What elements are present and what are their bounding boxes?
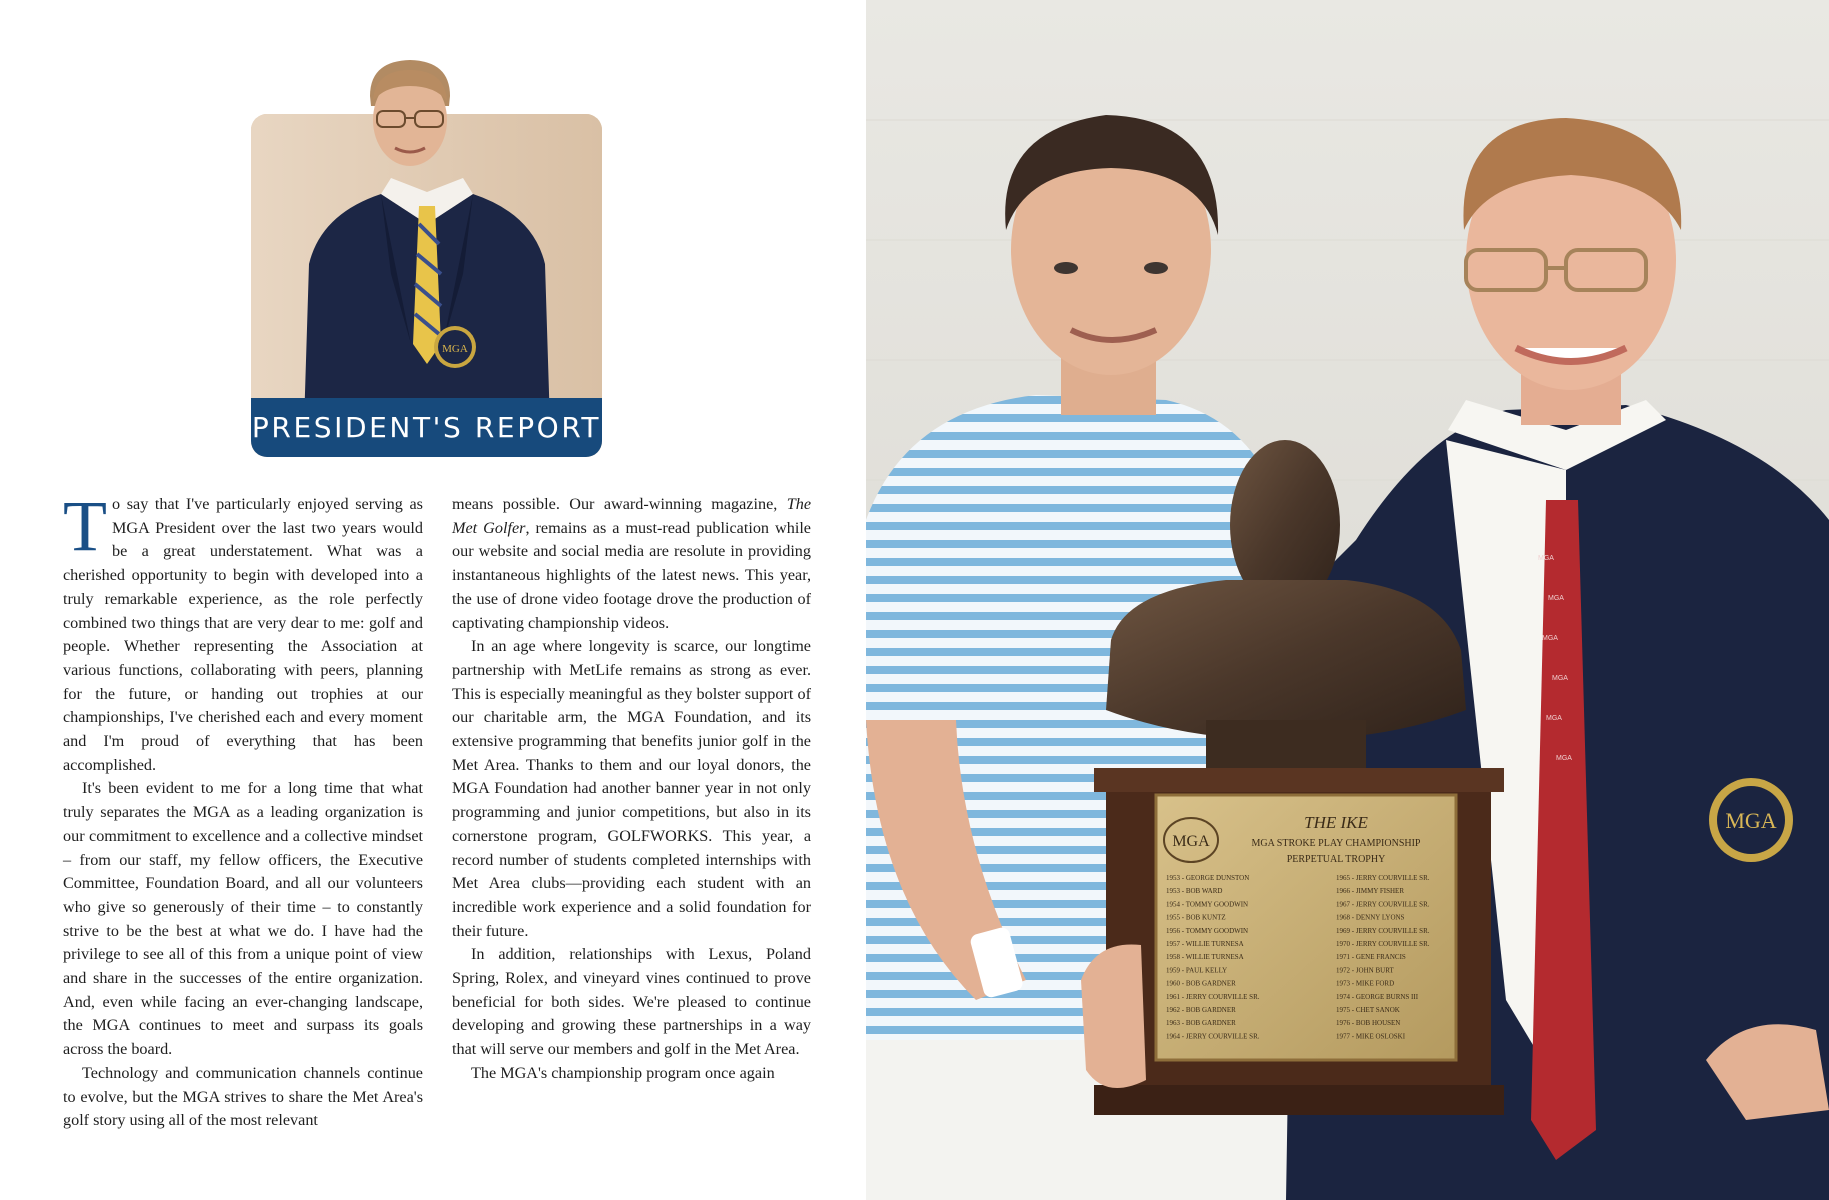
plaque-winner-entry: 1958 - WILLIE TURNESA bbox=[1166, 953, 1244, 962]
paragraph: In addition, relationships with Lexus, Poland Spring, Rolex, and vineyard vines continued to prove beneficial for both sides. We're pleased to continue developing and growing these partnerships in a way that will serve our members and golf in the Met Area. bbox=[452, 945, 811, 1059]
plaque-winner-entry: 1953 - BOB WARD bbox=[1166, 887, 1223, 896]
trophy-photo bbox=[866, 0, 1829, 1200]
section-title: PRESIDENT'S REPORT bbox=[251, 411, 602, 444]
plaque-title: THE IKE bbox=[1304, 813, 1368, 832]
plaque-winner-entry: 1975 - CHET SANOK bbox=[1336, 1006, 1400, 1014]
svg-text:MGA: MGA bbox=[1548, 595, 1564, 602]
plaque-subtitle: MGA STROKE PLAY CHAMPIONSHIP bbox=[1251, 838, 1421, 849]
svg-text:MGA: MGA bbox=[1552, 675, 1568, 682]
paragraph-text: means possible. Our award-winning magazine, bbox=[452, 495, 787, 513]
plaque-winner-entry: 1963 - BOB GARDNER bbox=[1166, 1019, 1236, 1028]
trophy-photo-illustration bbox=[866, 0, 1829, 1200]
plaque-winner-entry: 1972 - JOHN BURT bbox=[1336, 966, 1394, 975]
paragraph: The MGA's championship program once again bbox=[471, 1063, 775, 1082]
plaque-winner-entry: 1974 - GEORGE BURNS III bbox=[1336, 992, 1419, 1001]
plaque-winner-entry: 1957 - WILLIE TURNESA bbox=[1166, 940, 1244, 948]
blazer-crest: MGA bbox=[1725, 808, 1777, 833]
plaque-winner-entry: 1968 - DENNY LYONS bbox=[1336, 913, 1405, 922]
left-page bbox=[0, 0, 866, 1200]
president-head bbox=[355, 56, 465, 176]
paragraph-text: , remains as a must-read publication while our website and social media are resolute in providing instantaneous highlights of the latest news. This year, the use of drone video footage drove the production of captivating championship videos. bbox=[452, 518, 811, 632]
plaque-winner-entry: 1955 - BOB KUNTZ bbox=[1166, 913, 1226, 922]
plaque-winner-entry: 1962 - BOB GARDNER bbox=[1166, 1006, 1236, 1014]
plaque-winner-entry: 1977 - MIKE OSLOSKI bbox=[1336, 1032, 1406, 1041]
paragraph: Technology and communication channels continue to evolve, but the MGA strives to share the Met Area's golf story using all of the most relevant bbox=[63, 1063, 423, 1130]
plaque-subtitle-2: PERPETUAL TROPHY bbox=[1286, 854, 1386, 865]
plaque-winner-entry: 1965 - JERRY COURVILLE SR. bbox=[1336, 874, 1430, 882]
plaque-winner-entry: 1956 - TOMMY GOODWIN bbox=[1166, 926, 1249, 935]
paragraph: In an age where longevity is scarce, our longtime partnership with MetLife remains as strong as ever. This is especially meaningful as they bolster support of our charitable arm, the MGA Foundation, and its extensive programming that benefits junior golf in the Met Area. Thanks to them and our loyal donors, the MGA Foundation had another banner year in not only programming and junior competitions, but also in its cornerstone program, GOLFWORKS. This year, a record number of students completed internships with Met Area clubs—providing each student with an incredible work experience and a solid foundation for their future. bbox=[452, 637, 811, 940]
svg-text:MGA: MGA bbox=[1546, 715, 1562, 722]
svg-text:MGA: MGA bbox=[1538, 555, 1554, 562]
plaque-winner-entry: 1973 - MIKE FORD bbox=[1336, 979, 1395, 988]
plaque-winner-entry: 1969 - JERRY COURVILLE SR. bbox=[1336, 926, 1430, 935]
paragraph: It's been evident to me for a long time that what truly separates the MGA as a leading organization is our commitment to excellence and a collective mindset – from our staff, my fellow officers, the Executive Committee, Foundation Board, and all our volunteers who give so generously of their time – to constantly strive to be the best at what we do. I have had the privilege to see all of this from a unique point of view and share in the successes of the entire organization. And, even while facing an ever-changing landscape, the MGA continues to meet and surpass its goals across the board. bbox=[63, 779, 423, 1059]
svg-text:MGA: MGA bbox=[1542, 635, 1558, 642]
magazine-title: The Met Golfer bbox=[452, 495, 811, 537]
section-title-band bbox=[251, 398, 602, 457]
paragraph bbox=[452, 493, 811, 635]
svg-text:MGA: MGA bbox=[1556, 755, 1572, 762]
paragraph-text: o say that I've particularly enjoyed serving as MGA President over the last two years would be a great understatement. What was a cherished opportunity to begin with developed into a truly remarkable experience, as the role perfectly combined two things that are very dear to me: golf and people. Whether representing the Association at various functions, collaborating with peers, planning for the future, or handing out trophies at our championships, I've cherished each and every moment and I'm proud of everything that has been accomplished. bbox=[63, 495, 423, 774]
plaque-winner-entry: 1976 - BOB HOUSEN bbox=[1336, 1019, 1401, 1028]
plaque-logo: MGA bbox=[1172, 833, 1210, 850]
plaque-winner-entry: 1954 - TOMMY GOODWIN bbox=[1166, 900, 1249, 909]
crest-logo: MGA bbox=[442, 343, 468, 355]
plaque-winner-entry: 1967 - JERRY COURVILLE SR. bbox=[1336, 900, 1430, 909]
plaque-winner-entry: 1960 - BOB GARDNER bbox=[1166, 979, 1236, 988]
article-column-2 bbox=[452, 493, 811, 1086]
plaque-winner-entry: 1961 - JERRY COURVILLE SR. bbox=[1166, 992, 1260, 1001]
paragraph bbox=[63, 486, 423, 777]
plaque-winner-entry: 1970 - JERRY COURVILLE SR. bbox=[1336, 940, 1430, 948]
plaque-winner-entry: 1964 - JERRY COURVILLE SR. bbox=[1166, 1032, 1260, 1041]
plaque-winner-entry: 1953 - GEORGE DUNSTON bbox=[1166, 874, 1250, 882]
plaque-winner-entry: 1971 - GENE FRANCIS bbox=[1336, 953, 1406, 962]
drop-cap: T bbox=[63, 486, 107, 566]
article-column-1 bbox=[63, 486, 423, 1133]
plaque-winner-entry: 1959 - PAUL KELLY bbox=[1166, 966, 1228, 975]
plaque-winner-entry: 1966 - JIMMY FISHER bbox=[1336, 887, 1404, 896]
